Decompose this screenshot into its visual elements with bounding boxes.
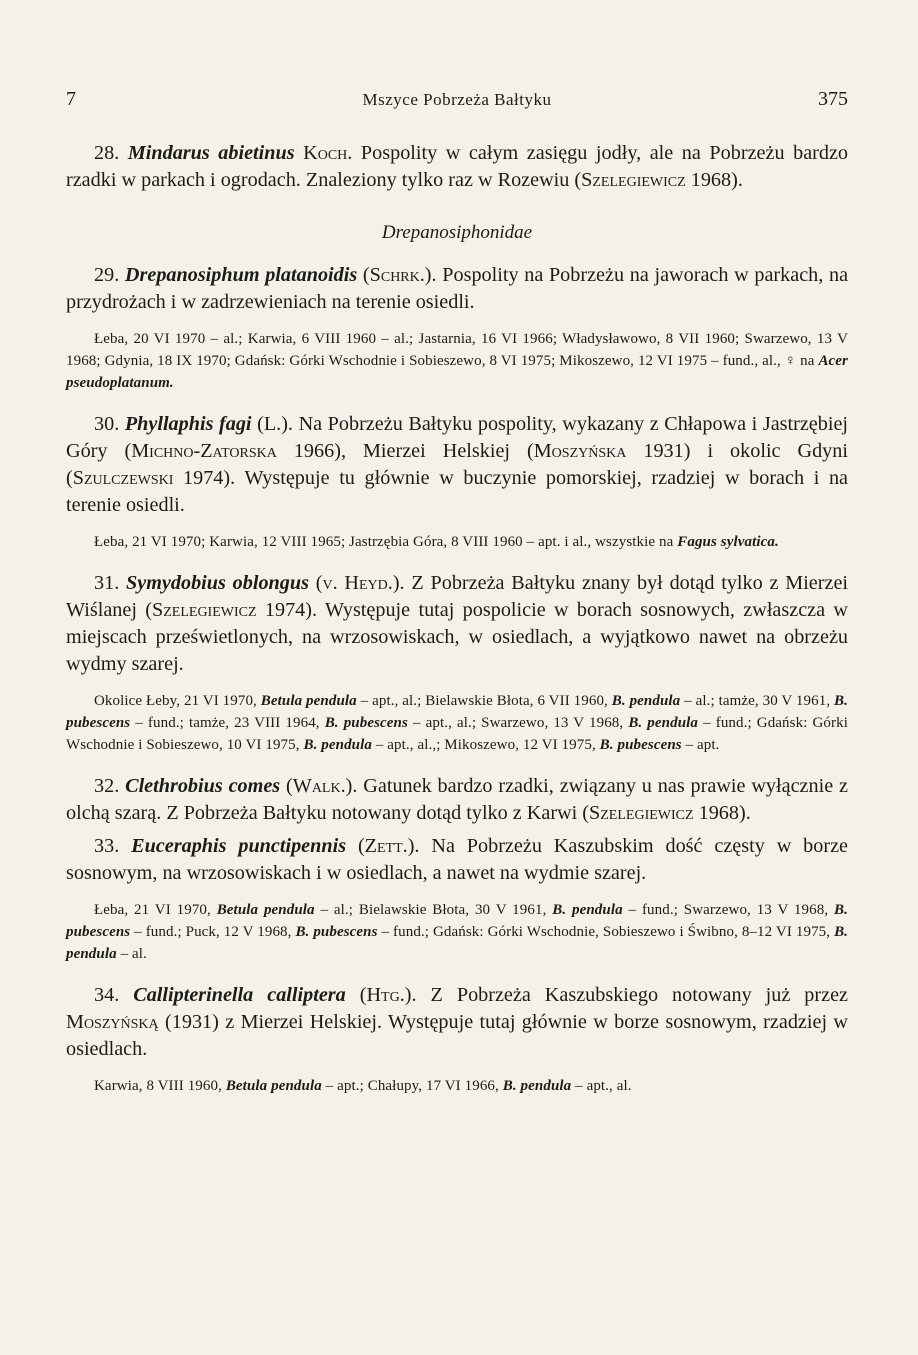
citation: Moszyńska 1931	[533, 440, 684, 462]
species-author: (Schrk.).	[362, 264, 437, 286]
entry-32: 32. Clethrobius comes (Walk.). Gatunek bardzo rzadki, związany u nas prawie wyłącznie z olchą szarą. Z Pobrzeża Bałtyku notowany dotąd tylko z Karwi (Szelegiewicz 1968).	[66, 775, 849, 824]
species-name: Drepanosiphum platanoidis	[124, 264, 358, 286]
species-author: (Walk.).	[286, 775, 358, 797]
species-name: Clethrobius comes	[125, 775, 281, 797]
species-name: Symydobius oblongus	[126, 572, 309, 594]
species-author: (Htg.).	[359, 984, 417, 1006]
species-name: Callipterinella calliptera	[133, 984, 346, 1006]
species-author: (L.).	[257, 413, 293, 435]
entry-29: 29. Drepanosiphum platanoidis (Schrk.). Pospolity na Pobrzeżu na jaworach w parkach, na przydrożach i w zadrzewieniach na terenie osiedli.	[66, 264, 849, 313]
locality-list: Łeba, 20 VI 1970 – al.; Karwia, 6 VIII 1960 – al.; Jastarnia, 16 VI 1966; Władysławowo, 8 VII 1960; Swarzewo, 13 V 1968; Gdynia, 18 IX 1970; Gdańsk: Górki Wschodnie i Sobieszewo, 8 VI 1975; Mikoszewo, 12 VI 1975 – fund., al., ♀ na Acer pseudoplatanum.	[66, 331, 848, 391]
citation: Szelegiewicz 1968	[589, 802, 739, 824]
citation: Szulczewski 1974	[72, 467, 224, 489]
species-name: Mindarus abietinus	[127, 142, 295, 164]
citation: Michno-Zatorska 1966	[131, 440, 335, 462]
species-name: Euceraphis punctipennis	[131, 835, 347, 857]
page-number-left: 7	[66, 88, 76, 110]
page-number-right: 375	[818, 88, 848, 110]
entry-30: 30. Phyllaphis fagi (L.). Na Pobrzeżu Bałtyku pospolity, wykazany z Chłapowa i Jastrzębiej Góry (Michno-Zatorska 1966), Mierzei Helskiej (Moszyńska 1931) i okolic Gdyni (Szulczewski 1974). Występuje tu głównie w buczynie pomorskiej, rzadziej w borach i na terenie osiedli.	[66, 413, 849, 516]
citation: Szelegiewicz 1968	[581, 169, 732, 191]
locality-list: Okolice Łeby, 21 VI 1970, Betula pendula – apt., al.; Bielawskie Błota, 6 VII 1960, B. pendula – al.; tamże, 30 V 1961, B. pubescens – fund.; tamże, 23 VIII 1964, B. pubescens – apt., al.; Swarzewo, 13 V 1968, B. pendula – fund.; Gdańsk: Górki Wschodnie i Sobieszewo, 10 VI 1975, B. pendula – apt., al.,; Mikoszewo, 12 VI 1975, B. pubescens – apt.	[66, 693, 849, 753]
species-author: (v. Heyd.).	[315, 572, 405, 594]
locality-list: Łeba, 21 VI 1970, Betula pendula – al.; Bielawskie Błota, 30 V 1961, B. pendula – fund.; Swarzewo, 13 V 1968, B. pubescens – fund.; Puck, 12 V 1968, B. pubescens – fund.; Gdańsk: Górki Wschodnie, Sobieszewo i Świbno, 8–12 VI 1975, B. pendula – al.	[66, 902, 849, 962]
citation: Szelegiewicz 1974	[152, 599, 306, 621]
entry-31: 31. Symydobius oblongus (v. Heyd.). Z Pobrzeża Bałtyku znany był dotąd tylko z Mierzei Wiślanej (Szelegiewicz 1974). Występuje tutaj pospolicie w borach sosnowych, zwłaszcza w miejscach prześwietlonych, na wrzosowiskach, w osiedlach, a wyjątkowo nawet na obrzeżu wydmy szarej.	[66, 572, 849, 675]
body-text	[66, 140, 848, 1097]
entry-28: 28. Mindarus abietinus Koch. Pospolity w całym zasięgu jodły, ale na Pobrzeżu bardzo rzadki w parkach i ogrodach. Znaleziony tylko raz w Rozewiu (Szelegiewicz 1968).	[66, 142, 849, 191]
species-author: Koch.	[303, 142, 353, 164]
species-author: (Zett.).	[357, 835, 420, 857]
running-title: Mszyce Pobrzeża Bałtyku	[362, 90, 552, 109]
running-header	[66, 88, 848, 118]
citation: Moszyńską	[66, 1011, 159, 1033]
entry-33: 33. Euceraphis punctipennis (Zett.). Na Pobrzeżu Kaszubskim dość częsty w borze sosnowym, na wrzosowiskach i w osiedlach, a nawet na wydmie szarej.	[66, 835, 848, 884]
locality-list: Karwia, 8 VIII 1960, Betula pendula – apt.; Chałupy, 17 VI 1966, B. pendula – apt., al.	[94, 1078, 632, 1094]
family-heading: Drepanosiphonidae	[381, 222, 533, 243]
locality-list: Łeba, 21 VI 1970; Karwia, 12 VIII 1965; Jastrzębia Góra, 8 VIII 1960 – apt. i al., wszystkie na Fagus sylvatica.	[94, 534, 779, 550]
entry-34: 34. Callipterinella calliptera (Htg.). Z Pobrzeża Kaszubskiego notowany już przez Moszyńską (1931) z Mierzei Helskiej. Występuje tutaj głównie w borze sosnowym, rzadziej w osiedlach.	[66, 984, 849, 1060]
species-name: Phyllaphis fagi	[124, 413, 252, 435]
